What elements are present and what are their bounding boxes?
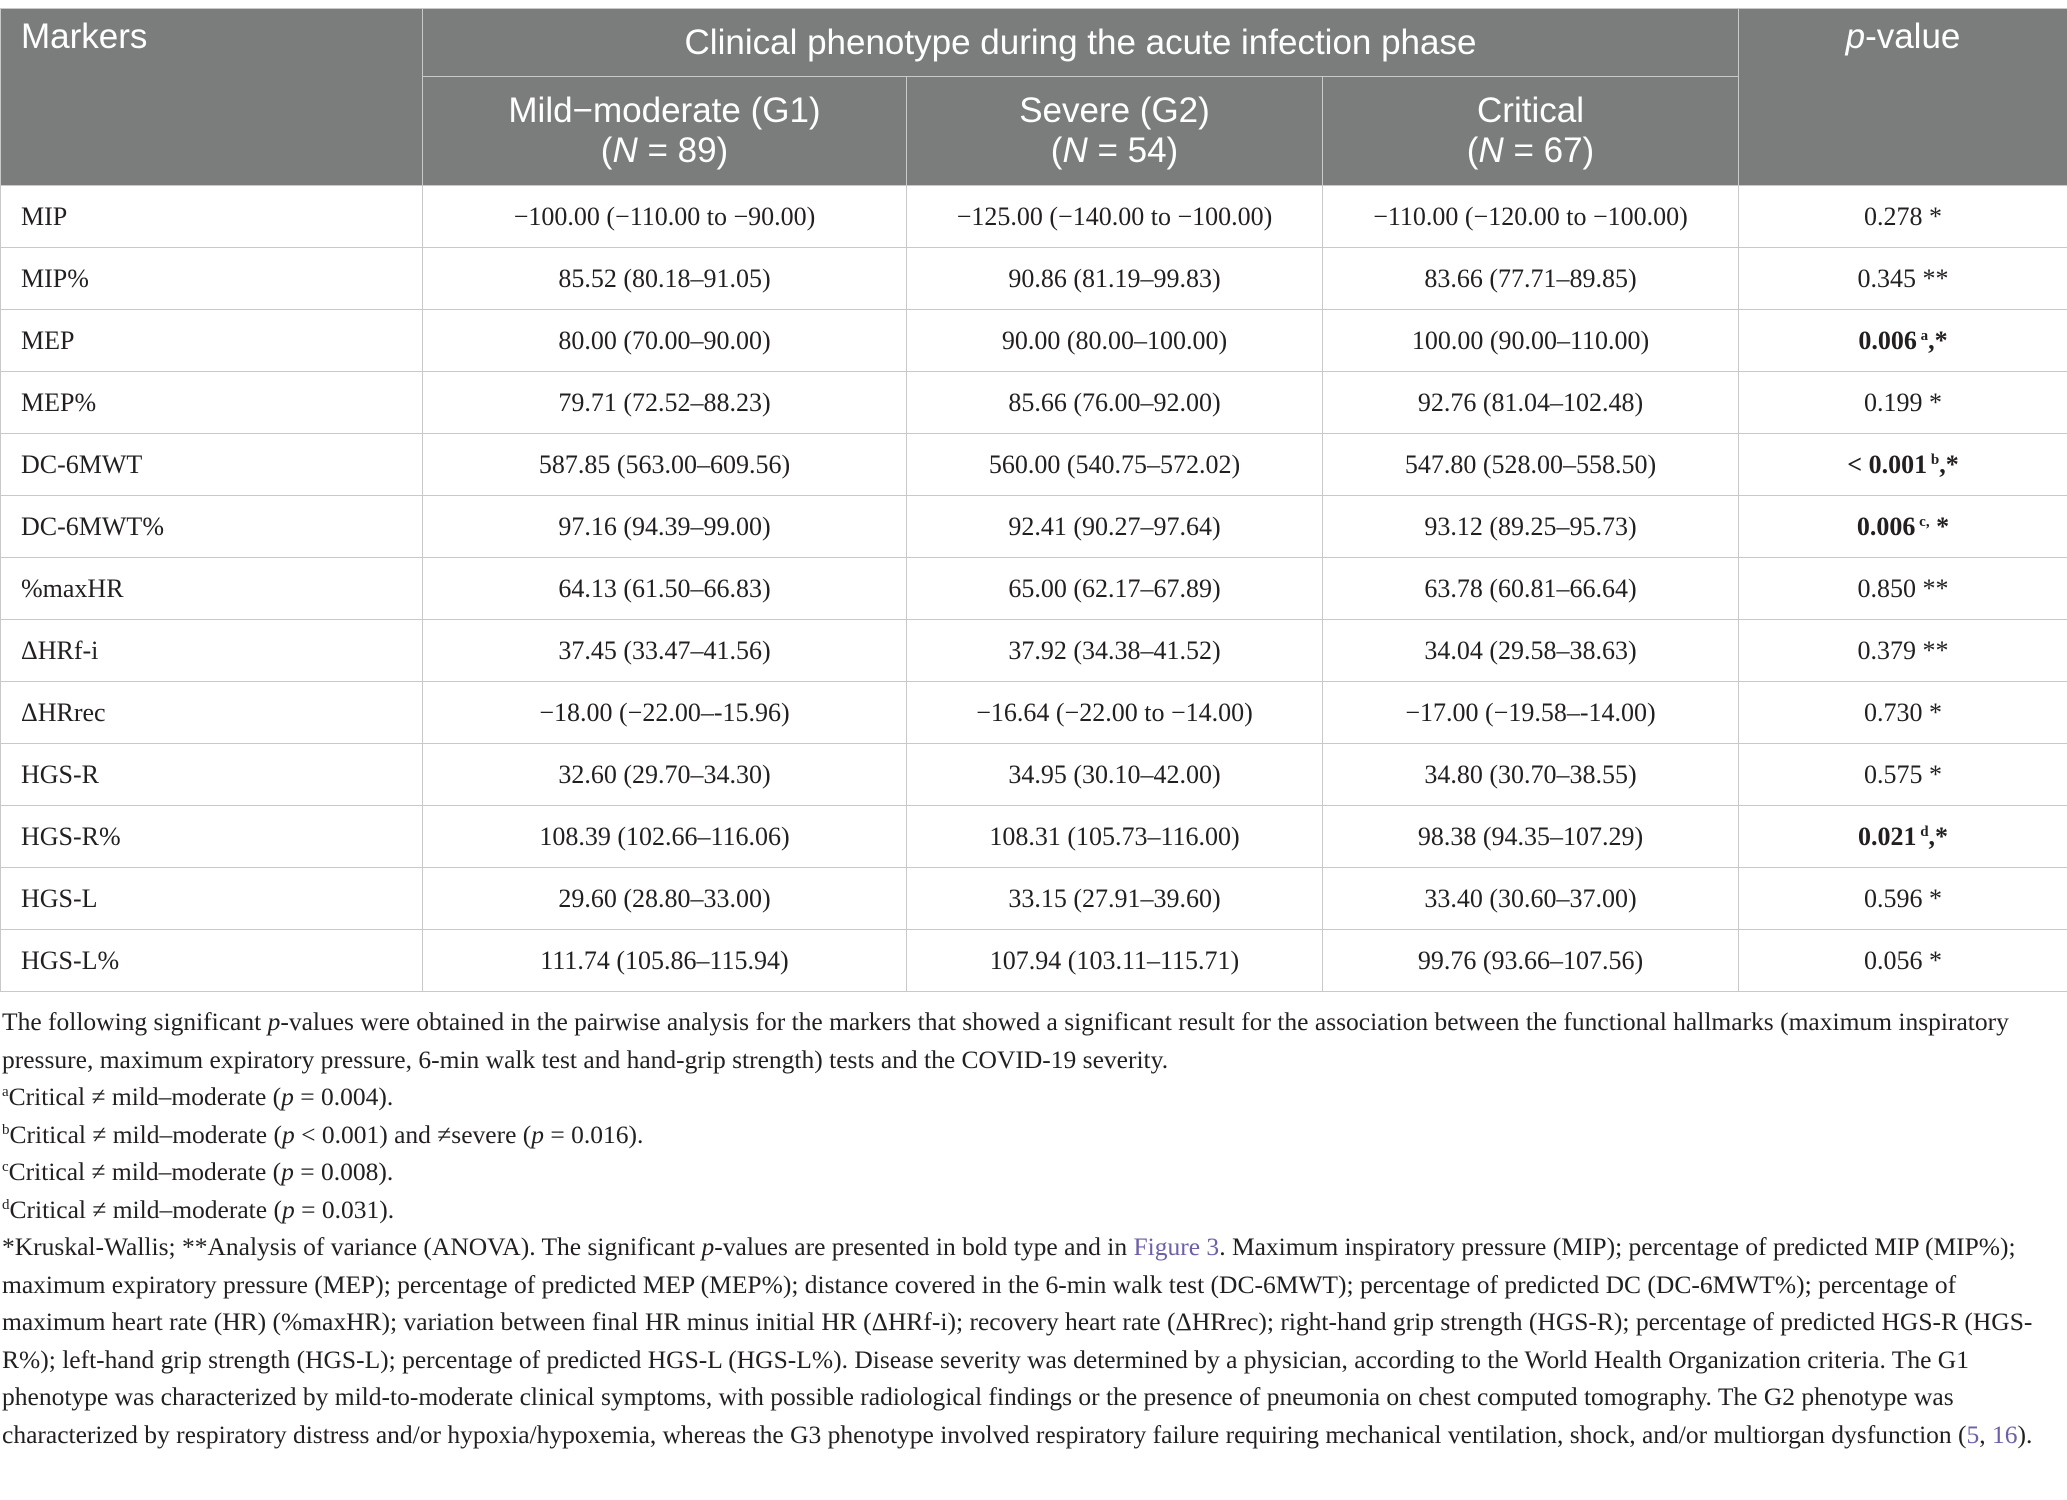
table-row [1, 248, 2067, 310]
table-row [1, 806, 2067, 868]
g2-value-cell: 34.95 (30.10–42.00) [907, 744, 1323, 806]
critical-value-cell: 547.80 (528.00–558.50) [1323, 434, 1739, 496]
p-value-cell: 0.575 * [1739, 744, 2067, 806]
marker-cell: HGS-L% [1, 930, 423, 992]
marker-cell: MEP [1, 310, 423, 372]
critical-value-cell: 92.76 (81.04–102.48) [1323, 372, 1739, 434]
critical-value-cell: −110.00 (−120.00 to −100.00) [1323, 186, 1739, 248]
critical-value-cell: 83.66 (77.71–89.85) [1323, 248, 1739, 310]
critical-value-cell: 99.76 (93.66–107.56) [1323, 930, 1739, 992]
g1-value-cell: 32.60 (29.70–34.30) [423, 744, 907, 806]
g2-value-cell: 560.00 (540.75–572.02) [907, 434, 1323, 496]
table-row [1, 868, 2067, 930]
phenotype-group-header: Clinical phenotype during the acute infection phase [423, 9, 1739, 77]
table-row [1, 496, 2067, 558]
g2-header: Severe (G2) (N = 54) [907, 77, 1323, 186]
g2-value-cell: −16.64 (−22.00 to −14.00) [907, 682, 1323, 744]
marker-cell: DC-6MWT% [1, 496, 423, 558]
p-value-cell: 0.730 * [1739, 682, 2067, 744]
p-value-cell: 0.021 $^d$,* [1739, 806, 2067, 868]
critical-value-cell: 33.40 (30.60–37.00) [1323, 868, 1739, 930]
g2-value-cell: 37.92 (34.38–41.52) [907, 620, 1323, 682]
g2-value-cell: 108.31 (105.73–116.00) [907, 806, 1323, 868]
p-value-cell: 0.056 * [1739, 930, 2067, 992]
table-header [1, 9, 2067, 186]
marker-cell: MEP% [1, 372, 423, 434]
g1-value-cell: 587.85 (563.00–609.56) [423, 434, 907, 496]
table-row [1, 930, 2067, 992]
critical-value-cell: 34.80 (30.70–38.55) [1323, 744, 1739, 806]
g1-value-cell: 64.13 (61.50–66.83) [423, 558, 907, 620]
reference-16-link[interactable]: 16 [1992, 1419, 2018, 1449]
p-value-cell: 0.345 ** [1739, 248, 2067, 310]
abbreviations-note: *Kruskal-Wallis; **Analysis of variance (ANOVA). The significant p-values are presented in bold type and in Figure 3. Maximum inspiratory pressure (MIP); percentage of predicted MIP (MIP%); maximum expiratory pressure (MEP); percentage of predicted MEP (MEP%); distance covered in the 6-min walk test (DC-6MWT); percentage of predicted DC (DC-6MWT%); percentage of maximum heart rate (HR) (%maxHR); variation between final HR minus initial HR (ΔHRf-i); recovery heart rate (ΔHRrec); right-hand grip strength (HGS-R); percentage of predicted HGS-R (HGS-R%); left-hand grip strength (HGS-L); percentage of predicted HGS-L (HGS-L%). Disease severity was determined by a physician, according to the World Health Organization criteria. The G1 phenotype was characterized by mild-to-moderate clinical symptoms, with possible radiological findings or the presence of pneumonia on chest computed tomography. The G2 phenotype was characterized by respiratory distress and/or hypoxia/hypoxemia, whereas the G3 phenotype involved respiratory failure requiring mechanical ventilation, shock, and/or multiorgan dysfunction (5, 16). [2, 1232, 2033, 1449]
critical-value-cell: 34.04 (29.58–38.63) [1323, 620, 1739, 682]
table-row [1, 186, 2067, 248]
g1-value-cell: −100.00 (−110.00 to −90.00) [423, 186, 907, 248]
table-row [1, 682, 2067, 744]
g2-value-cell: −125.00 (−140.00 to −100.00) [907, 186, 1323, 248]
footnote-b: $^b$Critical ≠ mild–moderate (p < 0.001) and ≠severe (p = 0.016). [2, 1119, 644, 1149]
g1-value-cell: 79.71 (72.52–88.23) [423, 372, 907, 434]
results-table [0, 8, 2067, 992]
critical-value-cell: 63.78 (60.81–66.64) [1323, 558, 1739, 620]
g1-value-cell: −18.00 (−22.00–-15.96) [423, 682, 907, 744]
table-row [1, 434, 2067, 496]
marker-cell: DC-6MWT [1, 434, 423, 496]
marker-cell: HGS-L [1, 868, 423, 930]
g1-value-cell: 80.00 (70.00–90.00) [423, 310, 907, 372]
g1-value-cell: 29.60 (28.80–33.00) [423, 868, 907, 930]
g1-value-cell: 108.39 (102.66–116.06) [423, 806, 907, 868]
marker-cell: MIP [1, 186, 423, 248]
p-value-header: p-value [1739, 9, 2067, 186]
table-footnotes [2, 1003, 2050, 1453]
marker-cell: HGS-R% [1, 806, 423, 868]
g2-value-cell: 85.66 (76.00–92.00) [907, 372, 1323, 434]
marker-cell: HGS-R [1, 744, 423, 806]
critical-value-cell: 100.00 (90.00–110.00) [1323, 310, 1739, 372]
p-value-cell: 0.199 * [1739, 372, 2067, 434]
p-value-cell: 0.006 $^{c,}$ * [1739, 496, 2067, 558]
g1-value-cell: 37.45 (33.47–41.56) [423, 620, 907, 682]
footnote-a: $^a$Critical ≠ mild–moderate (p = 0.004). [2, 1082, 394, 1111]
g1-value-cell: 85.52 (80.18–91.05) [423, 248, 907, 310]
pairwise-note: The following significant p-values were obtained in the pairwise analysis for the markers that showed a significant result for the association between the functional hallmarks (maximum inspiratory pressure, maximum expiratory pressure, 6-min walk test and hand-grip strength) tests and the COVID-19 severity. [2, 1007, 2009, 1074]
footnote-c: $^c$Critical ≠ mild–moderate (p = 0.008). [2, 1157, 394, 1186]
g1-header: Mild−moderate (G1) (N = 89) [423, 77, 907, 186]
p-value-cell: 0.006 $^a$,* [1739, 310, 2067, 372]
table-row [1, 310, 2067, 372]
g2-value-cell: 33.15 (27.91–39.60) [907, 868, 1323, 930]
g2-value-cell: 92.41 (90.27–97.64) [907, 496, 1323, 558]
p-value-cell: 0.278 * [1739, 186, 2067, 248]
p-value-cell: 0.379 ** [1739, 620, 2067, 682]
table-body [1, 186, 2067, 992]
critical-value-cell: 98.38 (94.35–107.29) [1323, 806, 1739, 868]
p-value-cell: < 0.001 $^b$,* [1739, 434, 2067, 496]
g2-value-cell: 90.86 (81.19–99.83) [907, 248, 1323, 310]
critical-value-cell: −17.00 (−19.58–-14.00) [1323, 682, 1739, 744]
g2-value-cell: 65.00 (62.17–67.89) [907, 558, 1323, 620]
g1-value-cell: 111.74 (105.86–115.94) [423, 930, 907, 992]
critical-header: Critical (N = 67) [1323, 77, 1739, 186]
table-row [1, 744, 2067, 806]
markers-header: Markers [1, 9, 423, 186]
reference-5-link[interactable]: 5 [1966, 1419, 1980, 1449]
marker-cell: %maxHR [1, 558, 423, 620]
footnote-d: $^d$Critical ≠ mild–moderate (p = 0.031). [2, 1194, 395, 1224]
p-value-cell: 0.850 ** [1739, 558, 2067, 620]
p-value-cell: 0.596 * [1739, 868, 2067, 930]
table-row [1, 558, 2067, 620]
g2-value-cell: 107.94 (103.11–115.71) [907, 930, 1323, 992]
figure-3-link[interactable]: Figure 3 [1133, 1232, 1220, 1261]
critical-value-cell: 93.12 (89.25–95.73) [1323, 496, 1739, 558]
table-row [1, 620, 2067, 682]
marker-cell: ΔHRrec [1, 682, 423, 744]
marker-cell: MIP% [1, 248, 423, 310]
g1-value-cell: 97.16 (94.39–99.00) [423, 496, 907, 558]
table-row [1, 372, 2067, 434]
marker-cell: ΔHRf-i [1, 620, 423, 682]
g2-value-cell: 90.00 (80.00–100.00) [907, 310, 1323, 372]
